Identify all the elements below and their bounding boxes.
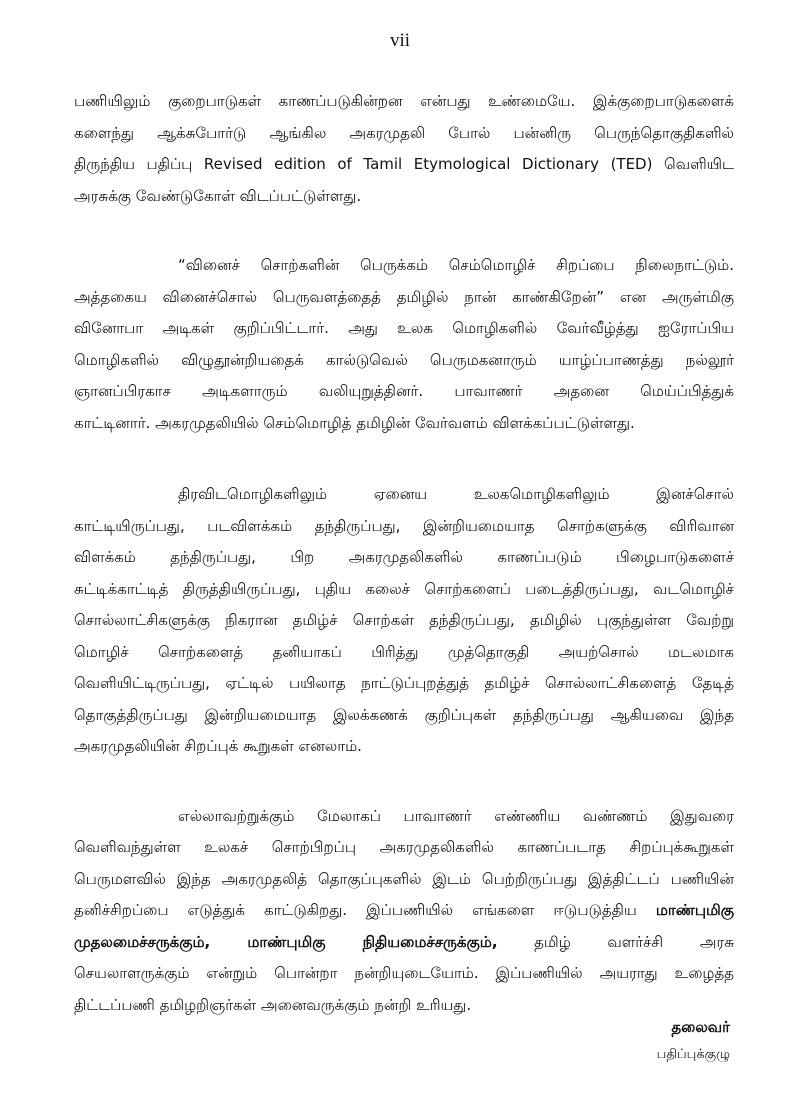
text-run: தமிழ் வளர்ச்சி அரசு xyxy=(497,932,734,951)
text-line: தொகுத்திருப்பது இன்றியமையாத இலக்கணக் குறிப்புகள் தந்திருப்பது ஆகியவை இந்த xyxy=(74,705,734,724)
text-line: “வினைச் சொற்களின் பெருக்கம் செம்மொழிச் சிறப்பை நிலைநாட்டும். xyxy=(178,256,734,274)
paragraph-3 xyxy=(74,479,734,763)
text-line: திட்டப்பணி தமிழறிஞர்கள் அனைவருக்கும் நன்றி உரியது. xyxy=(74,995,472,1014)
paragraph-2 xyxy=(74,250,734,439)
text-line: களைந்து ஆக்சுபோர்டு ஆங்கில அகரமுதலி போல் பன்னிரு பெருந்தொகுதிகளில் xyxy=(74,123,734,142)
text-line xyxy=(74,927,734,959)
text-line: சொல்லாட்சிகளுக்கு நிகரான தமிழ்ச் சொற்கள் தந்திருப்பது, தமிழில் புகுந்துள்ள வேற்று xyxy=(74,611,734,629)
text-line: பணியிலும் குறைபாடுகள் காணப்படுகின்றன என்பது உண்மையே. இக்குறைபாடுகளைக் xyxy=(74,92,734,110)
text-line: செயலாளருக்கும் என்றும் பொன்றா நன்றியுடையோம். இப்பணியில் அயராது உழைத்த xyxy=(74,964,734,982)
signature-block xyxy=(657,1012,730,1068)
text-line xyxy=(74,895,734,927)
text-line: அகரமுதலியின் சிறப்புக் கூறுகள் எனலாம். xyxy=(74,737,362,755)
text-line: அரசுக்கு வேண்டுகோள் விடப்பட்டுள்ளது. xyxy=(74,186,362,205)
page-number: vii xyxy=(389,30,411,51)
text-line: வினோபா அடிகள் குறிப்பிட்டார். அது உலக மொழிகளில் வேர்வீழ்த்து ஐரோப்பிய xyxy=(74,319,734,337)
text-line: காட்டியிருப்பது, படவிளக்கம் தந்திருப்பது, இன்றியமையாத சொற்களுக்கு விரிவான xyxy=(74,516,734,535)
text-line: எல்லாவற்றுக்கும் மேலாகப் பாவாணர் எண்ணிய வண்ணம் இதுவரை xyxy=(178,806,734,825)
text-line: வெளியிட்டிருப்பது, ஏட்டில் பயிலாத நாட்டுப்புறத்துத் தமிழ்ச் சொல்லாட்சிகளைத் தேடித் xyxy=(74,674,734,692)
text-line: விளக்கம் தந்திருப்பது, பிற அகரமுதலிகளில் காணப்படும் பிழைபாடுகளைச் xyxy=(74,548,734,566)
text-line: ஞானப்பிரகாச அடிகளாரும் வலியுறுத்தினர். பாவாணர் அதனை மெய்ப்பித்துக் xyxy=(74,382,734,400)
text-line: பெருமளவில் இந்த அகரமுதலித் தொகுப்புகளில் இடம் பெற்றிருப்பது இத்திட்டப் பணியின் xyxy=(74,869,734,888)
honorific-text: மாண்புமிகு xyxy=(655,901,734,919)
paragraph-1 xyxy=(74,86,734,212)
honorific-text: முதலமைச்சருக்கும், மாண்புமிகு நிதியமைச்சருக்கும், xyxy=(74,932,498,951)
text-line: திரவிடமொழிகளிலும் ஏனைய உலகமொழிகளிலும் இனச்சொல் xyxy=(178,485,734,503)
text-run: தனிச்சிறப்பை எடுத்துக் காட்டுகிறது. இப்பணியில் எங்களை ஈடுபடுத்திய xyxy=(74,901,656,919)
signatory-committee: பதிப்புக்குழு xyxy=(656,1047,730,1062)
text-line: வெளிவந்துள்ள உலகச் சொற்பிறப்பு அகரமுதலிகளில் காணப்படாத சிறப்புக்கூறுகள் xyxy=(74,838,734,856)
text-line: மொழிச் சொற்களைத் தனியாகப் பிரித்து முத்தொகுதி அயற்சொல் மடலமாக xyxy=(74,642,734,661)
signatory-title: தலைவர் xyxy=(671,1018,730,1036)
paragraph-4 xyxy=(74,801,734,1022)
text-line: அத்தகைய வினைச்சொல் பெருவளத்தைத் தமிழில் நான் காண்கிறேன்” என அருள்மிகு xyxy=(74,287,734,306)
text-line: திருந்திய பதிப்பு Revised edition of Tamil Etymological Dictionary (TED) வெளியிட xyxy=(74,155,734,173)
text-line: சுட்டிக்காட்டித் திருத்தியிருப்பது, புதிய கலைச் சொற்களைப் படைத்திருப்பது, வடமொழிச் xyxy=(74,579,734,598)
text-line: மொழிகளில் விழுதூன்றியதைக் கால்டுவெல் பெருமகனாரும் யாழ்ப்பாணத்து நல்லூர் xyxy=(74,350,734,369)
text-line: காட்டினார். அகரமுதலியில் செம்மொழித் தமிழின் வேர்வளம் விளக்கப்பட்டுள்ளது. xyxy=(74,413,635,432)
document-body xyxy=(74,86,734,1021)
